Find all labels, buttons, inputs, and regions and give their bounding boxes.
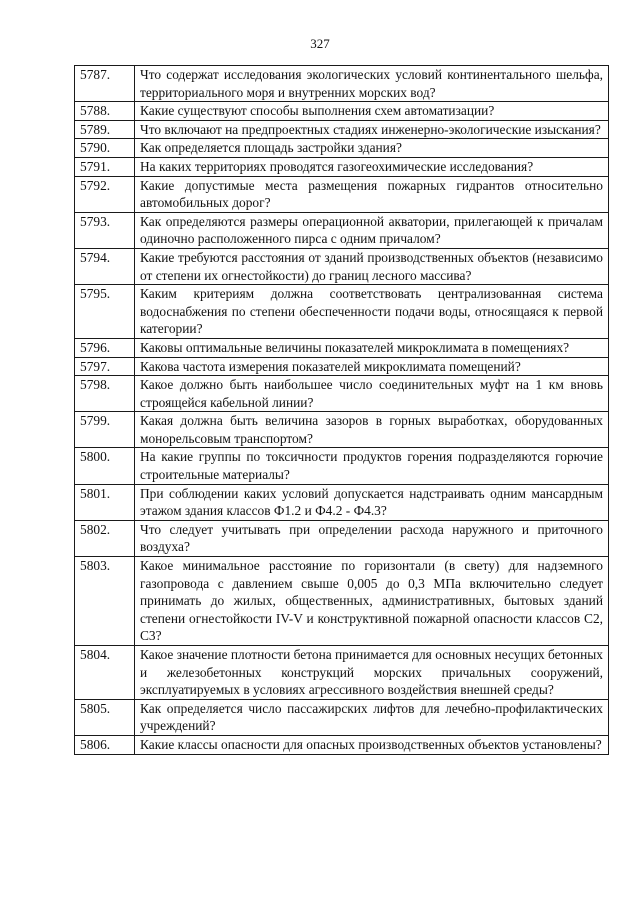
table-row (75, 357, 609, 376)
table-row (75, 102, 609, 121)
table-row (75, 248, 609, 284)
table-row (75, 412, 609, 448)
question-text: Что содержат исследования экологических условий континентального шельфа, территориального моря и внутренних морских вод? (135, 66, 609, 102)
question-text: Как определяется число пассажирских лифтов для лечебно-профилактических учреждений? (135, 699, 609, 735)
question-number: 5803. (75, 557, 135, 646)
question-number: 5796. (75, 338, 135, 357)
table-row (75, 212, 609, 248)
question-text: Какое минимальное расстояние по горизонтали (в свету) для надземного газопровода с давлением свыше 0,005 до 0,3 МПа включительно следует принимать до жилых, общественных, административных, бытовых зданий степени огнестойкости IV-V и конструктивной пожарной опасности классов С2, С3? (135, 557, 609, 646)
question-number: 5801. (75, 484, 135, 520)
table-row (75, 699, 609, 735)
questions-table-body (75, 66, 609, 755)
questions-table (74, 65, 609, 755)
question-number: 5789. (75, 120, 135, 139)
question-number: 5787. (75, 66, 135, 102)
table-row (75, 66, 609, 102)
table-row (75, 557, 609, 646)
question-text: На каких территориях проводятся газогеохимические исследования? (135, 157, 609, 176)
question-number: 5788. (75, 102, 135, 121)
table-row (75, 448, 609, 484)
question-text: На какие группы по токсичности продуктов горения подразделяются горючие строительные материалы? (135, 448, 609, 484)
question-number: 5797. (75, 357, 135, 376)
question-number: 5800. (75, 448, 135, 484)
question-text: Какие требуются расстояния от зданий производственных объектов (независимо от степени их огнестойкости) до границ лесного массива? (135, 248, 609, 284)
question-text: Какие существуют способы выполнения схем автоматизации? (135, 102, 609, 121)
question-number: 5804. (75, 646, 135, 700)
table-row (75, 484, 609, 520)
question-text: Каким критериям должна соответствовать централизованная система водоснабжения по степени обеспеченности подачи воды, относящаяся к первой категории? (135, 285, 609, 339)
question-text: Какие классы опасности для опасных производственных объектов установлены? (135, 735, 609, 754)
question-text: Каковы оптимальные величины показателей микроклимата в помещениях? (135, 338, 609, 357)
table-row (75, 520, 609, 556)
table-row (75, 139, 609, 158)
table-row (75, 646, 609, 700)
question-number: 5805. (75, 699, 135, 735)
question-text: Что включают на предпроектных стадиях инженерно-экологические изыскания? (135, 120, 609, 139)
table-row (75, 338, 609, 357)
question-text: Какое должно быть наибольшее число соединительных муфт на 1 км вновь строящейся кабельной линии? (135, 376, 609, 412)
question-number: 5791. (75, 157, 135, 176)
question-number: 5794. (75, 248, 135, 284)
question-number: 5802. (75, 520, 135, 556)
question-text: При соблюдении каких условий допускается надстраивать одним мансардным этажом здания классов Ф1.2 и Ф4.2 - Ф4.3? (135, 484, 609, 520)
question-number: 5798. (75, 376, 135, 412)
question-number: 5790. (75, 139, 135, 158)
question-text: Какова частота измерения показателей микроклимата помещений? (135, 357, 609, 376)
question-text: Какая должна быть величина зазоров в горных выработках, оборудованных монорельсовым транспортом? (135, 412, 609, 448)
table-row (75, 176, 609, 212)
question-text: Какие допустимые места размещения пожарных гидрантов относительно автомобильных дорог? (135, 176, 609, 212)
question-number: 5795. (75, 285, 135, 339)
question-number: 5793. (75, 212, 135, 248)
page-number: 327 (310, 36, 330, 51)
table-row (75, 735, 609, 754)
table-row (75, 376, 609, 412)
table-row (75, 157, 609, 176)
question-number: 5806. (75, 735, 135, 754)
table-row (75, 120, 609, 139)
question-text: Какое значение плотности бетона принимается для основных несущих бетонных и железобетонных конструкций морских причальных сооружений, эксплуатируемых в условиях агрессивного воздействия внешней среды? (135, 646, 609, 700)
question-text: Что следует учитывать при определении расхода наружного и приточного воздуха? (135, 520, 609, 556)
question-text: Как определяются размеры операционной акватории, прилегающей к причалам одиночно расположенного пирса с одним причалом? (135, 212, 609, 248)
question-number: 5799. (75, 412, 135, 448)
question-text: Как определяется площадь застройки здания? (135, 139, 609, 158)
question-number: 5792. (75, 176, 135, 212)
table-row (75, 285, 609, 339)
